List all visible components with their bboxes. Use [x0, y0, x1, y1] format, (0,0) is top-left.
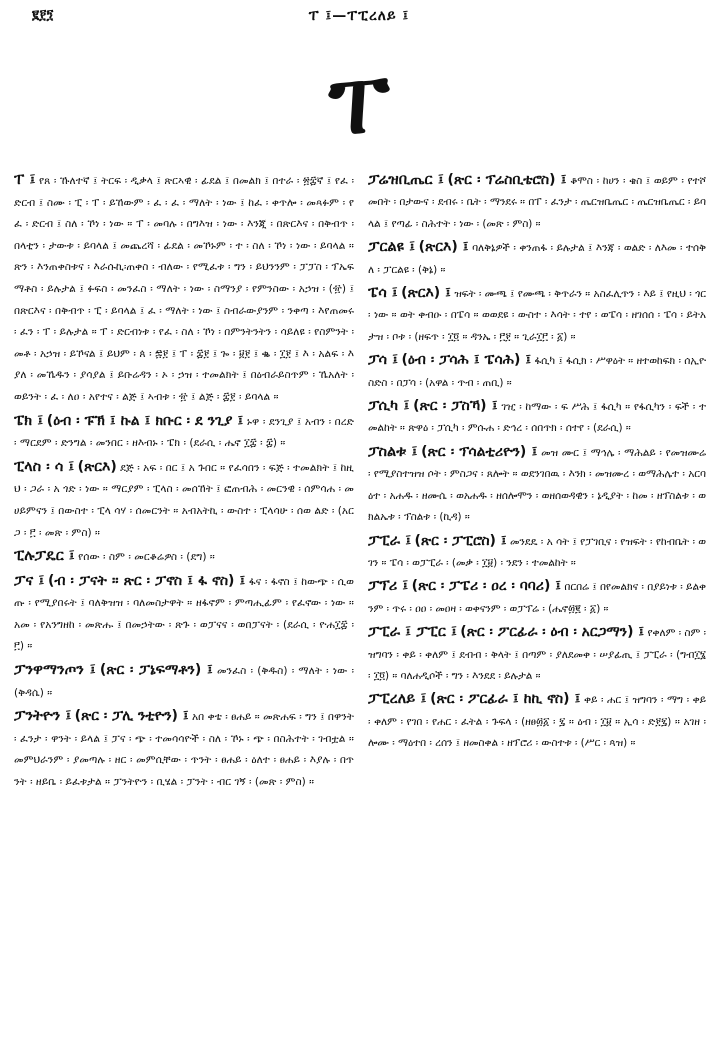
entry-etymology: (ጽር ፡ ፕሳልቲሪዮን) ፤ [421, 443, 538, 460]
section-letter: ፐ [328, 52, 390, 153]
dictionary-entry [368, 576, 706, 620]
entry-body: መንደዴ ፡ አ ሳት ፤ የፓገቢና ፡ የዝፍት ፡ የከብቤት ፡ ወገን ። ፔሳ ፡ ወፓፒራ ፡ (መቃ ፡ ፲፱) ፡ ንደን ፡ ተመልከት ። [368, 535, 706, 569]
entry-headword: ፓንዋማንጦን ፤ [14, 662, 96, 679]
dictionary-entry [368, 531, 706, 575]
entry-body: በርበሬ ፤ በየመልክና ፡ በያይነቱ ፡ ይልቀንም ፡ ጥሩ ፡ ዐዐ ፡ መዐዛ ፡ ወቀናንም ፡ ወፓፕሬ ፡ (ሔኖ፴፪ ፡ ፩) ። [368, 581, 706, 615]
entry-body: ቀይ ፡ ሐር ፤ ዝግባን ፡ ማግ ፡ ቀይ ፡ ቀለም ፡ የገበ ፡ የሐር ፡ ፈትል ፡ ጉፍላ ፡ (ዘፀ፴፩ ፡ ፯ ። ዕብ ፡ ፲፱ ። ኢሳ ፡ ድ፻፯) ። አገዘ ፡ ሎሙ ፡ ማዕተበ ፡ ረሰን ፤ ዘመስቀል ፡ ዘፕሮሪ ፡ ውስተቱ ፡ (ሥር ፡ ጳዝ) ። [368, 694, 706, 750]
dictionary-entry [368, 350, 706, 394]
running-head-range: ፐ ፤—ፐፒረለይ ፤ [308, 8, 410, 24]
entry-etymology: (ጽር ፡ ፓስኻ) ፤ [413, 398, 498, 415]
entry-headword: ፒላስ ፡ ሳ ፤ [14, 458, 75, 475]
entry-etymology: (ጽር ፡ ፖርፊራ ፤ ከኪ ኖስ) ፤ [430, 691, 581, 708]
page-number: ፪፻፺ [32, 8, 54, 23]
left-column [14, 170, 354, 1056]
entry-headword: ፓፒራ ፤ ፓፒር ፤ [368, 624, 457, 641]
entry-etymology: (ጽር ፡ ፓፒሮስ) ፤ [414, 532, 507, 549]
entry-headword: ፔሳ ፤ [368, 285, 398, 302]
entry-body: ፋና ፡ ፋኖስ ፤ ከውጭ ፡ ሲወጡ ፡ የሚያበሩት ፤ ባለቅዝዝ ፡ ባለመስታዋት ። ዘፋኖም ፡ ምጣሒፊም ፡ የፈኖው ፡ ነው ። አመ ፡ የአንግዘከ ፡ መጽሑ ፤ በመኃትው ፡ ጽጉ ፡ ወፓናና ፡ ወበፓናት ፡ (ደራሲ ፡ ዮሐ፲፰ ፡ ፫) ። [14, 575, 354, 653]
dictionary-entry [14, 660, 354, 704]
entry-headword: ፓፕሪ ፤ [368, 578, 409, 595]
entry-etymology: (ጽርእ) ፤ [418, 239, 469, 256]
entry-headword: ፓፒረለይ ፤ [368, 691, 427, 708]
dictionary-entry [368, 170, 706, 235]
entry-etymology: (ጽር ፡ ፖርፊራ ፡ ዕብ ፡ አርጋማን) ፤ [460, 624, 645, 641]
entry-body: መንፈስ ፡ (ቅዱስ) ፡ ማለት ፡ ነው ፡ (ቅዳሴ) ። [14, 665, 354, 699]
entry-etymology: (ጽር ፡ ፕሬስቢቴሮስ) ፤ [447, 172, 567, 188]
entry-etymology: (ጽር ፡ ፓኔፍማቶን) ፤ [99, 662, 213, 679]
entry-body: ቆሞስ ፡ ከሀን ፡ ቄስ ፤ ወይም ፡ የተሾመበት ፡ በታውና ፡ ደብሩ ፡ ቤት ፡ ማንደሩ ። በፐ ፡ ፈንታ ፡ ጤርዝቤጤር ፡ ጤርዝቤጤር ፡ ይባላል ፤ የጣፊ ፡ ስሕተት ፡ ነው ፡ (መጽ ፡ ምስ) ። [368, 175, 706, 230]
entry-headword: ፓና ፤ [14, 572, 45, 589]
entry-body: ኑዋ ፡ ደንጊያ ፤ አብን ፡ በረድ ፡ ማርደም ፡ ድንግል ፡ መንበር ፡ ዘእብኑ ፡ ፔክ ፡ (ደራሲ ፡ ሔኖ ፲፰ ፡ ፰) ። [14, 415, 354, 450]
entry-headword: ፔክ ፤ [14, 412, 44, 429]
entry-headword: ፓሳ ፤ [368, 352, 399, 369]
entry-body: የጸ ፡ ኹለተኛ ፤ ትርፍ ፡ ዲቃላ ፤ ጽርኣዊ ፡ ፊደል ፤ በመልክ ፤ በተራ ፡ ፳፰ኛ ፤ የፈ ፡ ድርብ ፤ ስሙ ፡ ፒ ፡ ፐ ፡ ይኸውም ፡ ፈ ፡ ፈ ፡ ማለት ፡ ነው ፤ ከፈ ፡ ቀጥሎ ፡ መጻፉም ፡ የፈ ፡ ድርብ ፤ ስለ ፡ ኾነ ፡ ነው ። ፐ ፡ መባሉ ፡ በግእዝ ፡ ነው ፡ እንጂ ፡ በጽርእና ፡ በቅብጥ ፡ በላቲን ፡ ታውቱ ፡ ይባላል ፤ መጨረሻ ፡ ፊደል ፡ መኾኑም ፡ ተ ፡ ስለ ፡ ኾነ ፡ ነው ፡ ይባላል ። ጽን ፡ እንጠቀስቱና ፡ እራሱኪ፡ጠቀስ ፡ ብለው ፡ የሚፈቱ ፡ ግን ፡ ይህንንም ፡ ፓፓስ ፡ ፕኤፍማቶስ ፡ ይሉታል ፤ ፉፍስ ፡ መንፈስ ፡ ማለት ፡ ነው ፡ ስማንያ ፡ የምንስው ፡ አኃዝ ፡ (፹) ፤ በጽርእና ፡ በቅብጥ ፡ ፒ ፡ ይባላል ፤ ፈ ፡ ማለት ፡ ነው ፤ ስብራውያንም ፡ ንቀጣ ፡ እየጠመሩ ፡ ፈን ፡ ፐ ፡ ይሉታል ። ፐ ፡ ድርብነቱ ፡ የፈ ፡ ስለ ፡ ኾነ ፡ በምንትንትን ፡ ሳይለዩ ፡ የስምንት ፡ መቶ ፡ አኃዝ ፡ ይኾናል ፤ ይህም ፡ ጰ ፡ ፷፻ ፤ ፐ ፡ ፰፻ ፤ ጐ ፡ ፱፻ ፤ ቈ ፡ ፲፻ ፤ እ ፡ አልፍ ፡ እያለ ፡ መኼዱን ፡ ያሳያል ፤ ይቡሬዳን ፡ ኦ ፡ ኃዝ ፡ ተመልክት ፤ በዕብራይስጥም ፡ ኼአለት ፡ ወይንት ፡ ፈ ፡ ለዐ ፡ አየተና ፡ ልጅ ፤ ኣብቱ ፡ ፹ ፤ ልጅ ፡ ፰፻ ፡ ይባላል ። [14, 175, 354, 403]
dictionary-entry [14, 546, 354, 569]
entry-etymology: (ጽርእ) ፤ [401, 285, 451, 302]
dictionary-entry [14, 571, 354, 658]
entry-etymology: (ጽርእ) [77, 458, 117, 475]
dictionary-entry [14, 457, 354, 544]
entry-etymology: (ጽር ፡ ፓፔሪ ፡ ዐረ ፡ ባባሪ) ፤ [411, 578, 562, 595]
entry-body: ገዢ ፡ ከማው ፡ ፍ ሥሕ ፤ ፋሲካ ። የፋሲካን ፡ ፍች ፡ ተመልከት ። ጽዋዕ ፡ ፓሲካ ፡ ምሱሐ ፡ ድኅረ ፡ ሰበጥክ ፡ ሰተየ ፡ (ደራሲ) ። [368, 401, 706, 435]
entry-body: ፋሲካ ፤ ፋሲክ ፡ ሥዋዕት ። ዘተወከፍክ ፡ ሰኢዮስድስ ፡ በፓሳ ፡ (አዋል ፡ ጥብ ፡ ጠቢ) ። [368, 355, 706, 389]
dictionary-entry [14, 170, 354, 409]
entry-etymology: (ዕብ ፡ ፓሳሕ ፤ ፔሳሕ) ፤ [401, 352, 532, 369]
dictionary-entry [368, 442, 706, 529]
entry-etymology: (ብ ፡ ፓናት ። ጽር ፡ ፓኖስ ፤ ፋ ኖስ) ፤ [47, 572, 246, 589]
entry-body: ባለቅኔዎች ፡ ቀንጠፋ ፡ ይሉታል ፤ እንጃ ፡ ወልድ ፡ ለእመ ፡ ተሰቅለ ፡ ፓርልዩ ፡ (ቅኔ) ። [368, 242, 706, 276]
entry-body: ዝፍት ፡ ሙጫ ፤ የሙጫ ፡ ቅጥራን ። አስፈሊጥን ፡ እይ ፤ የዚህ ፡ ጎር ፡ ነው ። ወት ቀብዑ ፡ በፔሳ ። ወወደዩ ፡ ውስተ ፡ እሳት ፡ ተየ ፡ ወፔሳ ፡ ዘገሰሰ ፡ ፔሳ ፡ ይትአታዝ ፡ ቦቱ ፡ (ዘፍጥ ፡ ፲፬ ። ዳንኤ ፡ ፫፻ ። ጊራ፲፫ ፡ ፩) ። [368, 288, 706, 343]
dictionary-entry [368, 622, 706, 687]
right-column [368, 170, 706, 1056]
entry-headword: ፓስልቱ ፤ [368, 443, 418, 460]
entry-headword: ፓርልዩ ፤ [368, 239, 416, 256]
entry-headword: ፓሲካ ፤ [368, 398, 410, 415]
entry-etymology: (ጽር ፡ ፓሊ ንቲዮን) ፤ [74, 708, 189, 725]
entry-body: ደጅ ፡ አፍ ፡ በር ፤ አ ጉበር ። የፈሳበን ፡ ፍጅ ፡ ተመልክት ፤ ከዚህ ፡ ጋራ ፡ አ ጎድ ፡ ነው ። ማርያም ፡ ፒላስ ፡ መሰኸት ፤ ፎጠብሕ ፡ መርንዊ ፡ ሰምሳሐ ፡ መሀይምናን ፤ በውስተ ፡ ፒላ ሳሃ ፡ ሰመርንት ። አብአትኪ ፡ ውስተ ፡ ፒላሳሁ ፡ ሰወ ልድ ፡ (አርጋ ፡ ፫ ፡ መጽ ፡ ምስ) ። [14, 461, 354, 539]
entry-headword: ፓንትዮን ፤ [14, 708, 72, 725]
dictionary-entry [14, 706, 354, 793]
entry-headword: ፐ ፤ [14, 172, 36, 188]
dictionary-entry [368, 689, 706, 754]
entry-headword: ፓፒራ ፤ [368, 532, 412, 549]
entry-body: አበ ቀቴ ፡ ፀሐይ ። መጽሐፍ ፡ ግን ፤ በዋንት ፡ ፈንታ ፡ ዋንት ፡ ይላል ፤ ፓና ፡ ጭ ፡ ተመሳሳዮች ፡ ስለ ፡ ኾኑ ፡ ጭ ፡ በስሕተት ፡ ገብቷል ። መምህራንም ፡ ያመጣሉ ፡ ዘር ፡ መምሲቸው ፡ ጥንት ፡ ፀሐይ ፡ ዕለተ ፡ ፀሐይ ፡ እያሉ ፡ በጥንት ፡ ዘይቤ ፡ ይፈቱታል ። ፓንትዮን ፡ ቢሄል ፡ ፓንት ፡ ብር ገኝ ፡ (መጽ ፡ ምስ) ። [14, 711, 354, 789]
dictionary-entry [368, 396, 706, 440]
dictionary-entry [368, 283, 706, 348]
entry-headword: ፒሉፓዴር ፤ [14, 548, 75, 565]
dictionary-entry [14, 411, 354, 455]
entry-headword: ፓሬዝቢጤር ፤ [368, 172, 444, 188]
entry-etymology: (ዕብ ፡ ፑኽ ፤ ኩል ፤ ክቡር ፡ ደ ንጊያ ፤ [46, 412, 244, 429]
running-head [14, 4, 704, 28]
entry-body: የሰው ፡ ስም ፡ መርቆሬዎስ ፡ (ደግ) ። [78, 551, 215, 564]
entry-body: መዝ ሙር ፤ ማኅሌ ፡ ማሕልይ ፡ የመዝሙሬ ፡ የሚያስተዝዝ ሶት ፡ ምስጋና ፡ ጸሎት ። ወደንገበዉ ፡ እንክ ፡ መዝሙረ ፡ ወማሕሌተ ፡ አርባዕተ ፡ አሐዱ ፡ ዘሙሴ ፡ ወአሐዱ ፡ ዘሰሎሞን ፡ ወዘሰወዳዊን ፡ ኔዲያት ፡ ከመ ፡ ዘፕስልቱ ፡ ወክልኤቱ ፡ ፕስልቱ ፡ (ኪዳ) ። [368, 446, 706, 524]
entry-body: የቀለም ፡ ስም ፡ ዝግባን ፡ ቀይ ፡ ቀለም ፤ ደብብ ፡ ቅላት ፤ በጣም ፡ ያለደመቀ ፡ ሠያፊጢ ፤ ፓፒራ ፡ (ግብ፲፮ ፡ ፲፬) ። ባለሐዲሶች ፡ ግን ፡ እንደደ ፡ ይሉታል ። [368, 627, 706, 682]
dictionary-entry [368, 237, 706, 281]
